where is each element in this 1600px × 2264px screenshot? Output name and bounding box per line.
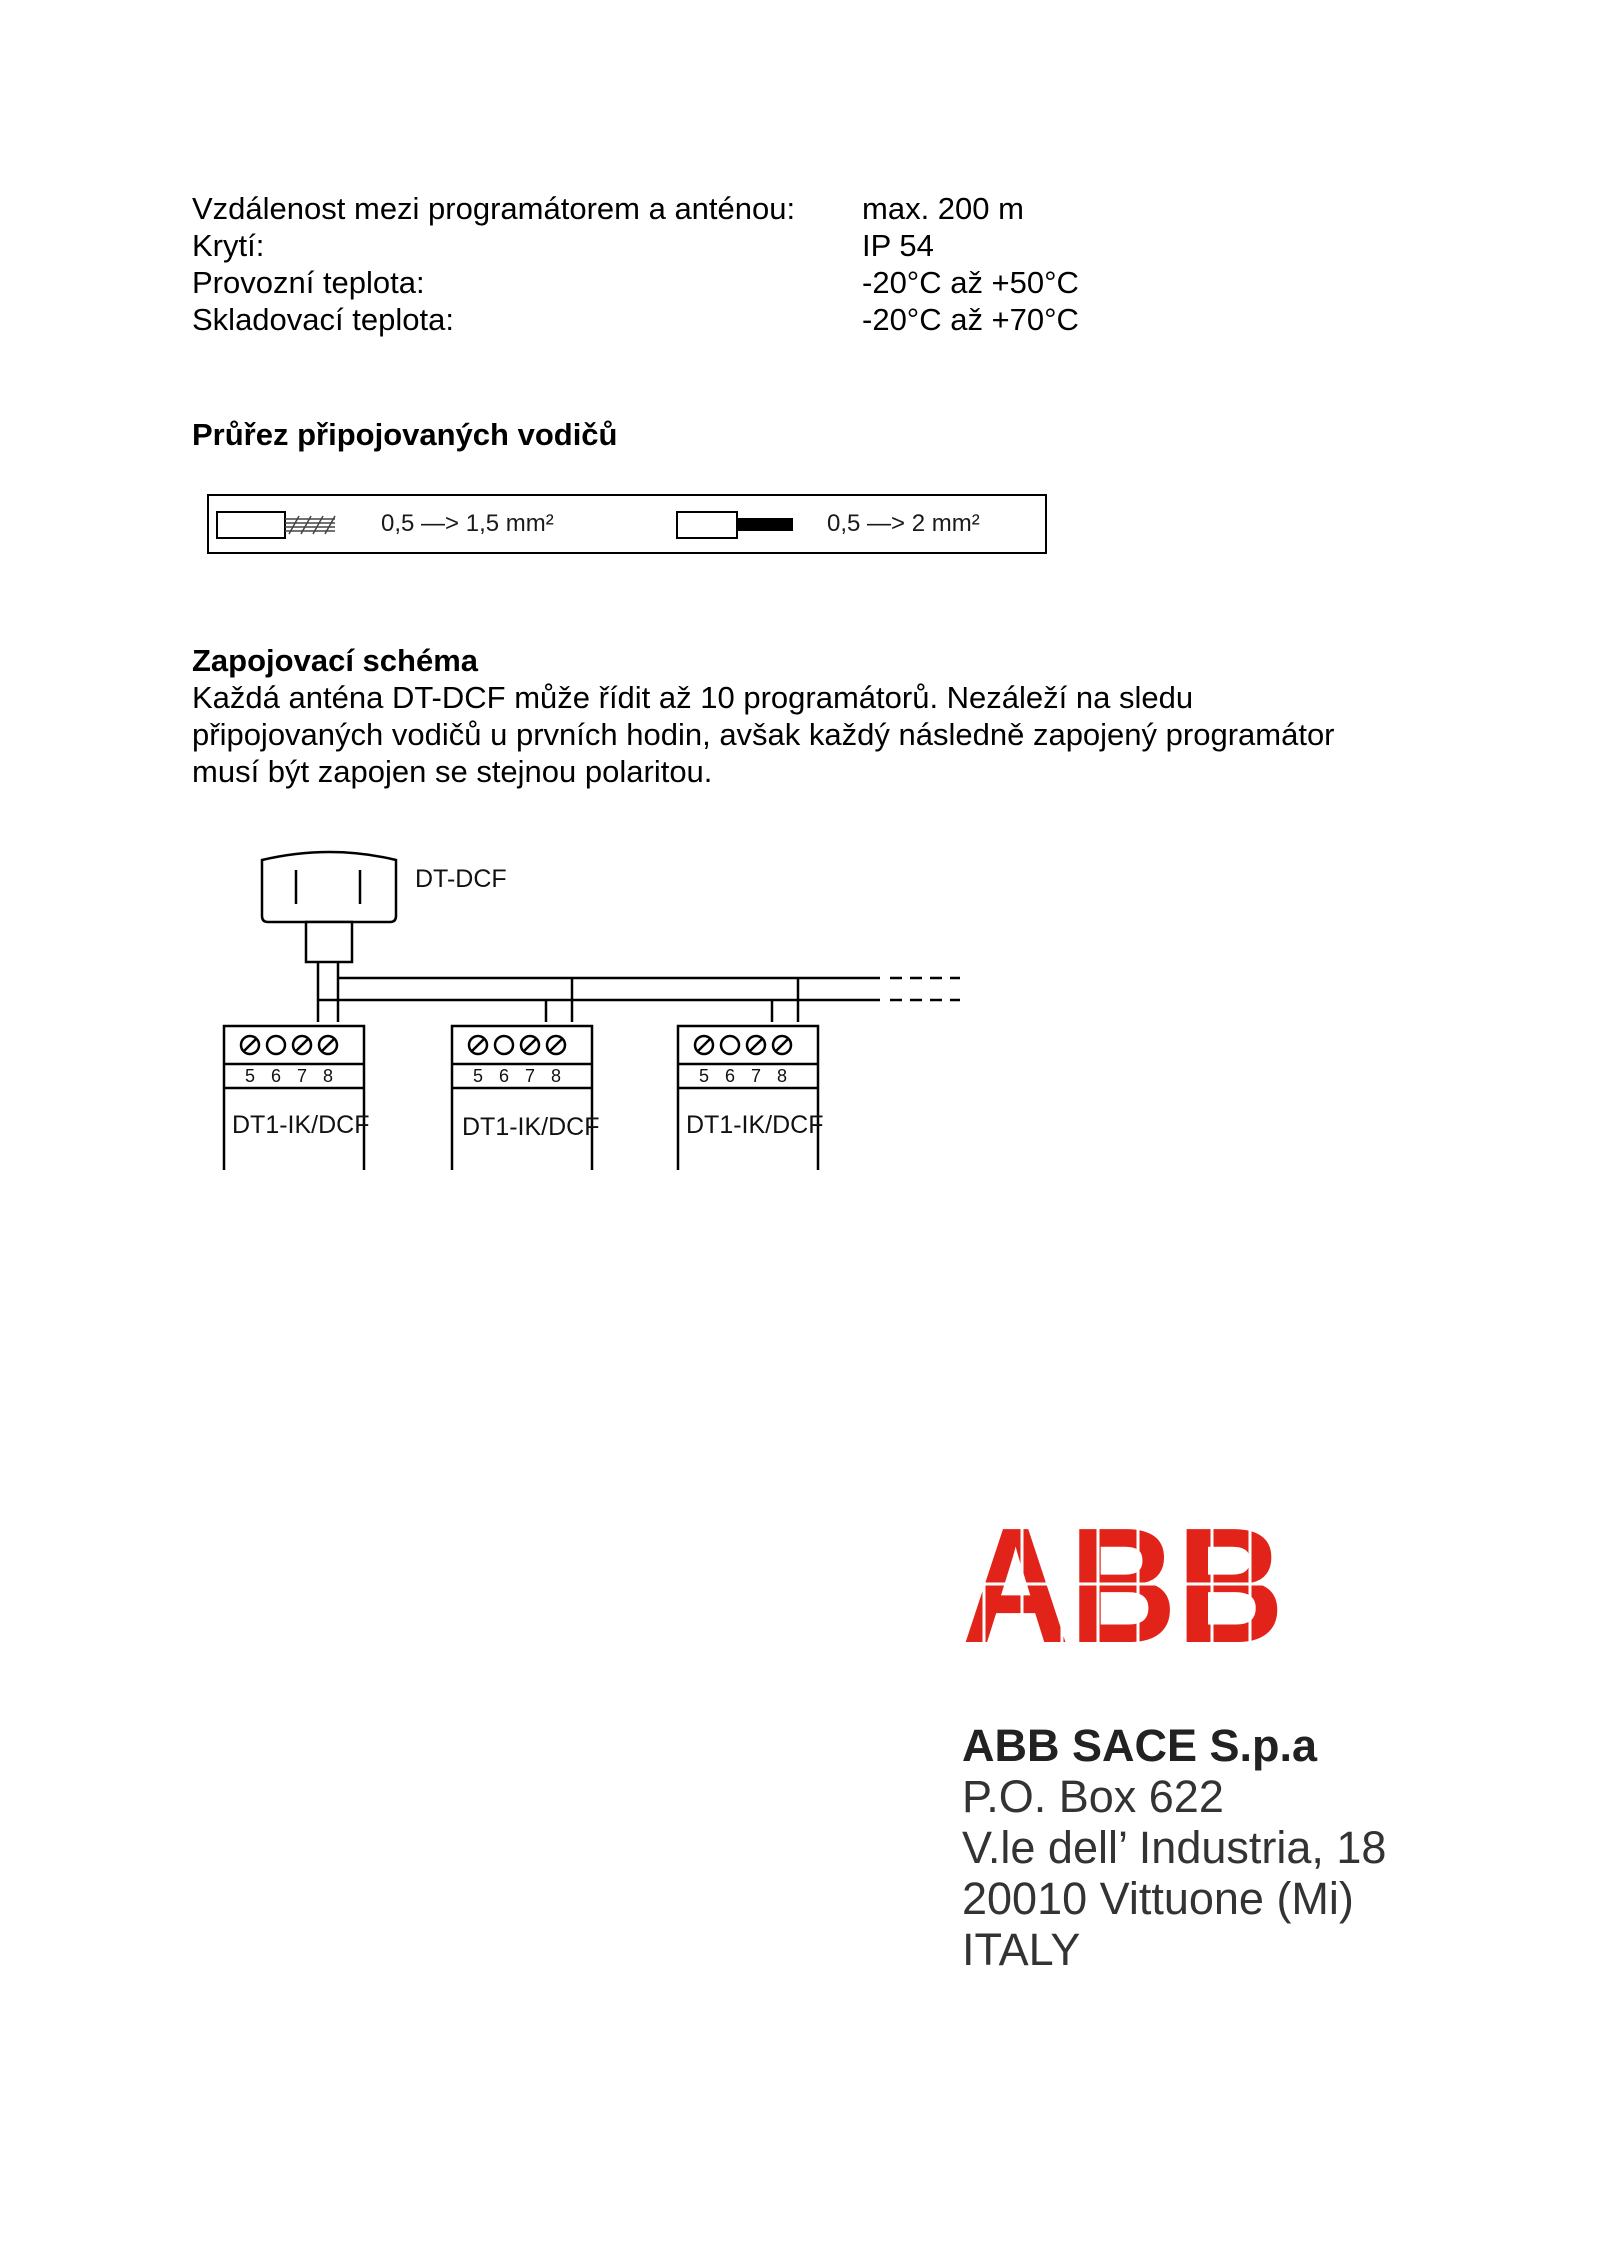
address-line: 20010 Vittuone (Mi) bbox=[962, 1873, 1354, 1924]
spec-row-distance bbox=[192, 190, 1192, 227]
terminal-number: 7 bbox=[297, 1066, 308, 1086]
paragraph-line: Každá anténa DT-DCF může řídit až 10 programátorů. Nezáleží na sledu bbox=[192, 680, 1194, 715]
spec-row-storage-temp bbox=[192, 301, 1192, 338]
spec-value: -20°C až +50°C bbox=[862, 265, 1079, 300]
spec-value: -20°C až +70°C bbox=[862, 302, 1079, 337]
terminal-number: 5 bbox=[245, 1066, 256, 1086]
spec-label: Vzdálenost mezi programátorem a anténou: bbox=[192, 191, 796, 226]
wiring-diagram bbox=[200, 830, 980, 1185]
terminal-number: 6 bbox=[271, 1066, 282, 1086]
terminal-number: 7 bbox=[525, 1066, 536, 1086]
company-address bbox=[962, 1720, 1386, 1975]
abb-logo-mark bbox=[962, 1520, 1292, 1650]
solid-wire-range: 0,5 —> 2 mm² bbox=[827, 510, 980, 537]
programmer-label: DT1-IK/DCF bbox=[462, 1113, 600, 1141]
address-line: V.le dell’ Industria, 18 bbox=[962, 1822, 1387, 1873]
terminal-number: 6 bbox=[499, 1066, 510, 1086]
address-line: P.O. Box 622 bbox=[962, 1771, 1224, 1822]
spec-row-operating-temp bbox=[192, 264, 1192, 301]
cross-section-heading: Průřez připojovaných vodičů bbox=[192, 417, 618, 452]
terminal-number: 6 bbox=[725, 1066, 736, 1086]
programmer-label: DT1-IK/DCF bbox=[686, 1111, 824, 1139]
programmer-label: DT1-IK/DCF bbox=[232, 1111, 370, 1139]
stranded-wire-icon bbox=[217, 512, 335, 538]
spec-value: IP 54 bbox=[862, 228, 934, 263]
spec-label: Skladovací teplota: bbox=[192, 302, 454, 337]
address-line: ITALY bbox=[962, 1924, 1081, 1975]
wiring-description bbox=[192, 679, 1452, 790]
antenna-label: DT-DCF bbox=[415, 865, 507, 893]
solid-wire-icon bbox=[677, 512, 793, 538]
terminal-number: 7 bbox=[751, 1066, 762, 1086]
wiring-heading: Zapojovací schéma bbox=[192, 643, 479, 678]
stranded-wire-range: 0,5 —> 1,5 mm² bbox=[381, 510, 554, 537]
terminal-number: 8 bbox=[777, 1066, 788, 1086]
terminal-number: 5 bbox=[699, 1066, 710, 1086]
abb-logo bbox=[962, 1520, 1292, 1655]
spec-label: Krytí: bbox=[192, 228, 265, 263]
terminal-number: 8 bbox=[323, 1066, 334, 1086]
company-name: ABB SACE S.p.a bbox=[962, 1720, 1318, 1771]
spec-row-protection bbox=[192, 227, 1192, 264]
terminal-number: 5 bbox=[473, 1066, 484, 1086]
terminal-number: 8 bbox=[551, 1066, 562, 1086]
spec-label: Provozní teplota: bbox=[192, 265, 425, 300]
specifications bbox=[192, 190, 1192, 338]
abb-logo-text: ABB bbox=[962, 1520, 1284, 1650]
paragraph-line: musí být zapojen se stejnou polaritou. bbox=[192, 754, 713, 789]
wire-cross-section-box bbox=[207, 494, 1047, 554]
spec-value: max. 200 m bbox=[862, 191, 1024, 226]
paragraph-line: připojovaných vodičů u prvních hodin, avšak každý následně zapojený programátor bbox=[192, 717, 1335, 752]
